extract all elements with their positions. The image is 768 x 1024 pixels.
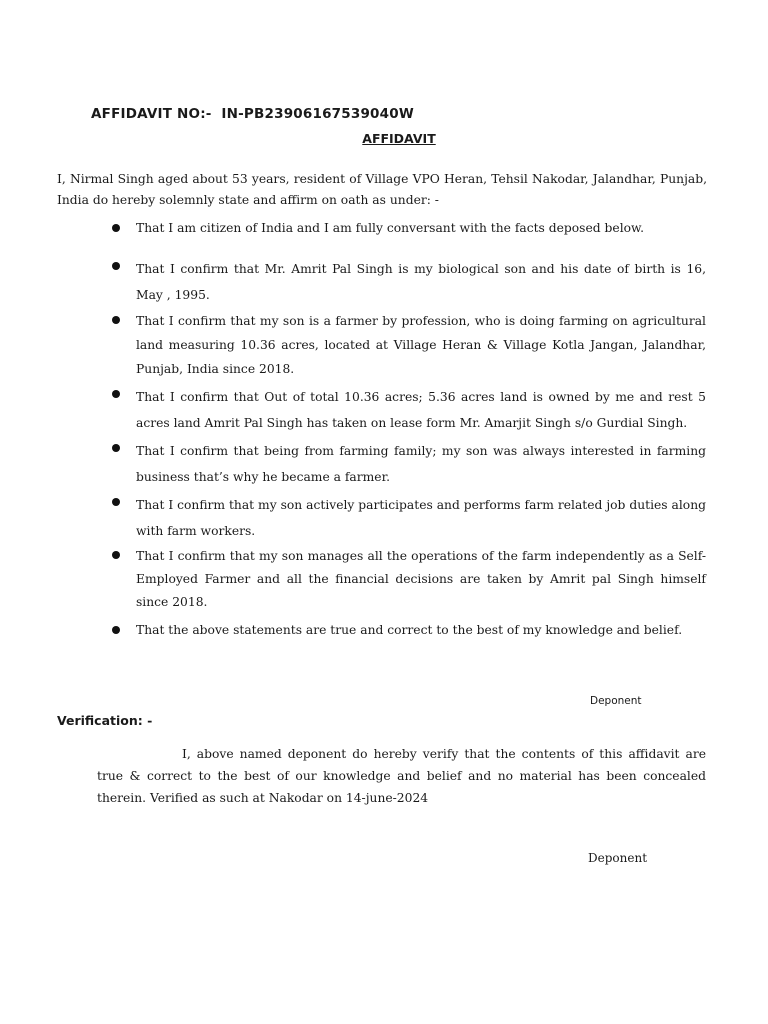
bullet-icon bbox=[112, 444, 120, 452]
statement-item: That I confirm that Out of total 10.36 acres; 5.36 acres land is owned by me and rest 5 acres land Amrit Pal Singh has taken on lease form Mr. Amarjit Singh s/o Gurdial Singh. bbox=[136, 390, 706, 430]
verification-paragraph: I, above named deponent do hereby verify that the contents of this affidavit are true & correct to the best of our knowledge and belief and no material has been concealed therein. Verified as such at Nakodar on 14-june-2024 bbox=[97, 747, 706, 805]
bullet-icon bbox=[112, 551, 120, 559]
bullet-icon bbox=[112, 316, 120, 324]
statement-item: That I am citizen of India and I am fully conversant with the facts deposed below. bbox=[136, 221, 645, 235]
statement-item: That I confirm that my son manages all the operations of the farm independently as a Self-Employed Farmer and all the financial decisions are taken by Amrit pal Singh himself since 2018. bbox=[136, 549, 706, 609]
deponent-label: Deponent bbox=[590, 695, 642, 707]
bullet-icon bbox=[112, 390, 120, 398]
statement-item: That I confirm that my son is a farmer by profession, who is doing farming on agricultural land measuring 10.36 acres, located at Village Heran & Village Kotla Jangan, Jalandhar, Punjab, India since 2018. bbox=[136, 314, 706, 376]
statement-item: That the above statements are true and correct to the best of my knowledge and belief. bbox=[136, 623, 683, 637]
statement-item: That I confirm that being from farming family; my son was always interested in farming business that’s why he became a farmer. bbox=[136, 444, 706, 484]
affidavit-number: AFFIDAVIT NO:- IN-PB23906167539040W bbox=[91, 106, 414, 122]
deponent-signature-label: Deponent bbox=[588, 851, 648, 865]
bullet-icon bbox=[112, 626, 120, 634]
bullet-icon bbox=[112, 262, 120, 270]
document-title: AFFIDAVIT bbox=[362, 131, 436, 146]
verification-heading: Verification: - bbox=[57, 713, 153, 728]
intro-paragraph: I, Nirmal Singh aged about 53 years, resident of Village VPO Heran, Tehsil Nakodar, Jalandhar, Punjab, India do hereby solemnly state and affirm on oath as under: - bbox=[57, 172, 707, 207]
bullet-icon bbox=[112, 498, 120, 506]
statement-item: That I confirm that my son actively participates and performs farm related job duties along with farm workers. bbox=[136, 498, 706, 538]
bullet-icon bbox=[112, 224, 120, 232]
statement-item: That I confirm that Mr. Amrit Pal Singh is my biological son and his date of birth is 16, May , 1995. bbox=[136, 262, 706, 302]
